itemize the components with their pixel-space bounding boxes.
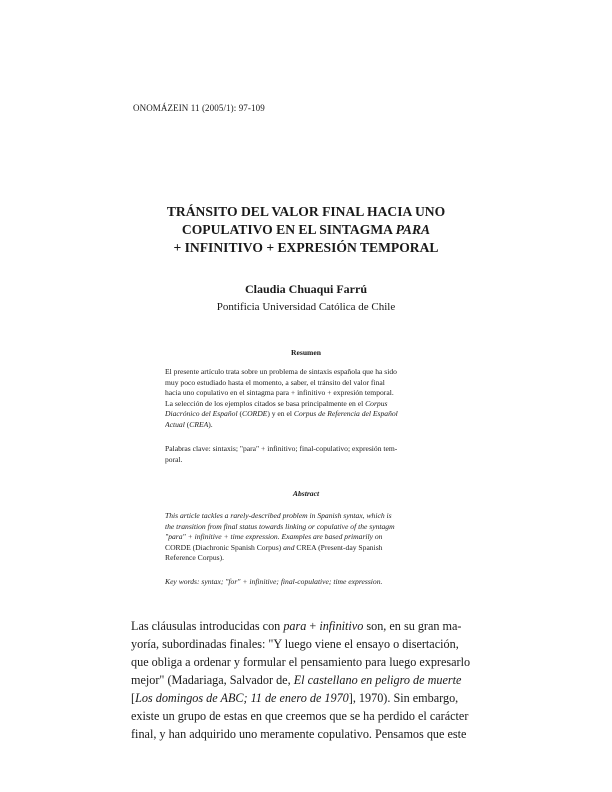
keywords-line: Palabras clave: sintaxis; "para" + infinitivo; final-copulativo; expresión tem-: [165, 444, 398, 453]
body-line-text: +: [306, 619, 320, 633]
resumen-line: El presente artículo trata sobre un problema de sintaxis española que ha sido: [165, 367, 397, 376]
body-line: [131, 617, 494, 635]
body-line-text: [: [131, 691, 136, 705]
journal-header: ONOMÁZEIN 11 (2005/1): 97-109: [133, 103, 265, 113]
body-line-italic: para: [283, 619, 307, 633]
abstract-line: This article tackles a rarely-described problem in Spanish syntax, which is: [165, 511, 392, 520]
resumen-line-italic: CREA: [189, 419, 209, 429]
title-line-2-italic: PARA: [395, 222, 431, 237]
abstract-line: the transition from final status towards linking or copulative of the syntagm: [165, 521, 395, 531]
abstract-text: [165, 511, 459, 564]
resumen-line-italic: Diacrónico del Español: [165, 409, 238, 419]
resumen-line-text: ).: [208, 419, 213, 429]
resumen-line: [165, 399, 459, 410]
resumen-line-italic: CORDE: [242, 409, 268, 419]
abstract-line-text: CORDE (Diachronic Spanish Corpus): [165, 542, 284, 552]
body-line-text: Las cláusulas introducidas con: [131, 619, 284, 633]
author-affiliation: Pontificia Universidad Católica de Chile: [216, 301, 396, 313]
article-title: [120, 203, 492, 257]
resumen-line: muy poco estudiado hasta el momento, a saber, el tránsito del valor final: [165, 377, 385, 387]
resumen-text: [165, 367, 459, 431]
resumen-line-italic: Actual: [165, 419, 185, 429]
resumen-line-text: (: [237, 409, 242, 419]
title-line-1: TRÁNSITO DEL VALOR FINAL HACIA UNO: [166, 204, 446, 219]
body-line-text: son, en su gran ma-: [363, 619, 462, 633]
abstract-line-italic: and: [283, 542, 295, 552]
keywords-line: poral.: [165, 454, 183, 464]
body-line-italic: Los domingos de ABC; 11 de enero de 1970: [135, 691, 349, 705]
body-line: existe un grupo de estas en que creemos que se ha perdido el carácter: [131, 709, 469, 723]
resumen-keywords: [165, 444, 459, 465]
body-line-italic: El castellano en peligro de muerte: [293, 673, 462, 687]
author-name: Claudia Chuaqui Farrú: [244, 282, 368, 296]
title-line-3: + INFINITIVO + EXPRESIÓN TEMPORAL: [173, 240, 439, 255]
body-line: [131, 689, 494, 707]
body-line-text: ], 1970). Sin embargo,: [348, 691, 459, 705]
body-line-text: mejor" (Madariaga, Salvador de,: [131, 673, 294, 687]
body-line: final, y han adquirido uno meramente copulativo. Pensamos que este: [131, 727, 467, 741]
body-line: yoría, subordinadas finales: "Y luego viene el ensayo o disertación,: [131, 637, 459, 651]
body-line: que obliga a ordenar y formular el pensamiento para luego expresarlo: [131, 655, 471, 669]
abstract-line: [165, 543, 459, 554]
resumen-line: [165, 409, 459, 420]
resumen-line-text: ) y en el: [267, 409, 294, 419]
abstract-line-text: CREA (Present-day Spanish: [294, 542, 383, 552]
title-line-2: [120, 221, 492, 239]
resumen-line-text: (: [184, 419, 190, 429]
resumen-line-italic: Corpus: [365, 398, 388, 408]
body-paragraph: [131, 617, 494, 743]
body-line-italic: infinitivo: [319, 619, 364, 633]
abstract-line: "para" + infinitive + time expression. Examples are based primarily on: [165, 532, 383, 542]
abstract-keywords: [165, 577, 459, 588]
resumen-heading: Resumen: [291, 348, 321, 357]
resumen-line: [165, 420, 459, 431]
title-line-2-text: COPULATIVO EN EL SINTAGMA: [181, 222, 396, 237]
resumen-line: hacia uno copulativo en el sintagma para + infinitivo + expresión temporal.: [165, 388, 394, 398]
abstract-heading: Abstract: [292, 489, 320, 498]
abstract-line: Reference Corpus).: [165, 553, 225, 563]
keywords-line: Key words: syntax; "for" + infinitive; final-copulative; time expression.: [165, 577, 383, 586]
resumen-line-italic: Corpus de Referencia del Español: [293, 409, 398, 419]
resumen-line-text: La selección de los ejemplos citados se basa principalmente en el: [165, 398, 366, 408]
body-line: [131, 671, 494, 689]
